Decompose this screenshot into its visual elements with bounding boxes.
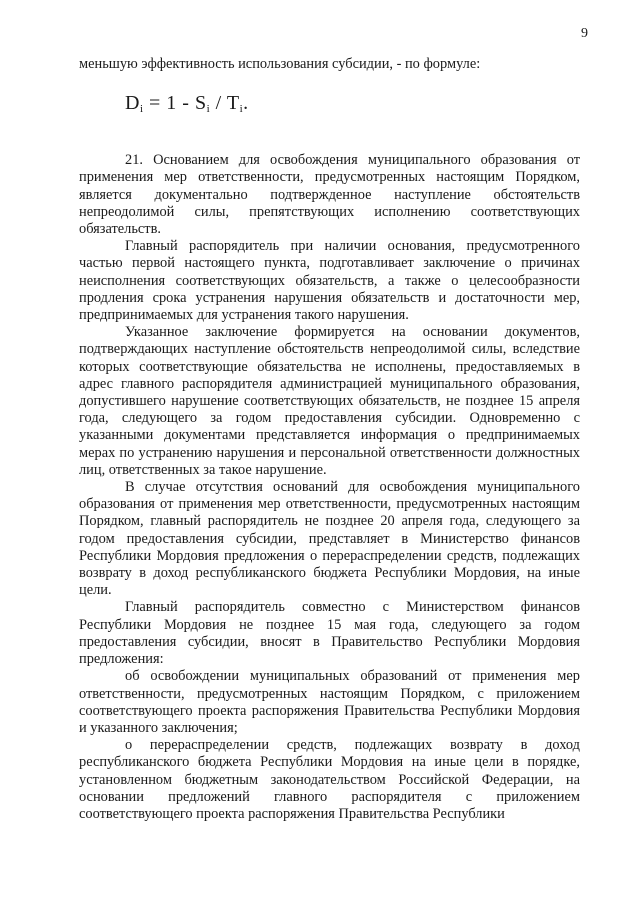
paragraph: о перераспределении средств, подлежащих возврату в доход республиканского бюджета Республики Мордовия на иные цели в порядке, установленном бюджетным законодательством Российской Федерации, на основании предложений главного распорядителя с приложением соответствующего проекта распоряжения Правительства Республики xyxy=(79,737,580,822)
paragraph: В случае отсутствия оснований для освобождения муниципального образования от применения мер ответственности, предусмотренных настоящим Порядком, главный распорядитель не позднее 20 апреля года, следующего за годом предоставления субсидии, представляет в Министерство финансов Республики Мордовия предложения о перераспределении средств, подлежащих возврату в доход республиканского бюджета Республики Мордовия, на иные цели. xyxy=(79,479,580,599)
formula xyxy=(125,90,580,122)
paragraph: Главный распорядитель при наличии основания, предусмотренного частью первой настоящего пункта, подготавливает заключение о причинах неисполнения соответствующих обязательств, а также о целесообразности продления срока устранения нарушения обязательств и достаточности мер, предпринимаемых для устранения такого нарушения. xyxy=(79,238,580,324)
document-body xyxy=(79,56,580,823)
page-number: 9 xyxy=(581,26,588,41)
paragraph: Указанное заключение формируется на основании документов, подтверждающих наступление обстоятельств непреодолимой силы, вследствие которых соответствующие обязательства не исполнены, предоставляемых в адрес главного распорядителя администрацией муниципального образования, допустившего нарушение соответствующих обязательств, не позднее 15 апреля года, следующего за годом предоставления субсидии. Одновременно с указанными документами представляется информация о предпринимаемых мерах по устранению нарушения и персональной ответственности должностных лиц, ответственных за такое нарушение. xyxy=(79,324,580,478)
paragraph: Главный распорядитель совместно с Министерством финансов Республики Мордовия не позднее 15 мая года, следующего за годом предоставления субсидии, вносят в Правительство Республики Мордовия предложения: xyxy=(79,599,580,668)
formula-div-sub: i xyxy=(239,103,244,116)
paragraph: об освобождении муниципальных образований от применения мер ответственности, предусмотренных настоящим Порядком, с приложением соответствующего проекта распоряжения Правительства Республики Мордовия и указанного заключения; xyxy=(79,668,580,736)
formula-lhs-sub: i xyxy=(139,103,144,116)
formula-lhs: D xyxy=(125,92,140,115)
lead-line: меньшую эффективность использования субсидии, - по формуле: xyxy=(79,56,481,72)
formula-mid-sub: i xyxy=(206,103,211,116)
formula-end: . xyxy=(243,92,249,115)
formula-div: / T xyxy=(210,92,240,115)
formula-mid: = 1 - S xyxy=(143,92,207,115)
paragraph: 21. Основанием для освобождения муниципального образования от применения мер ответственности, предусмотренных настоящим Порядком, является документально подтвержденное наступление обстоятельств непреодолимой силы, препятствующих исполнению соответствующих обязательств. xyxy=(79,152,580,238)
